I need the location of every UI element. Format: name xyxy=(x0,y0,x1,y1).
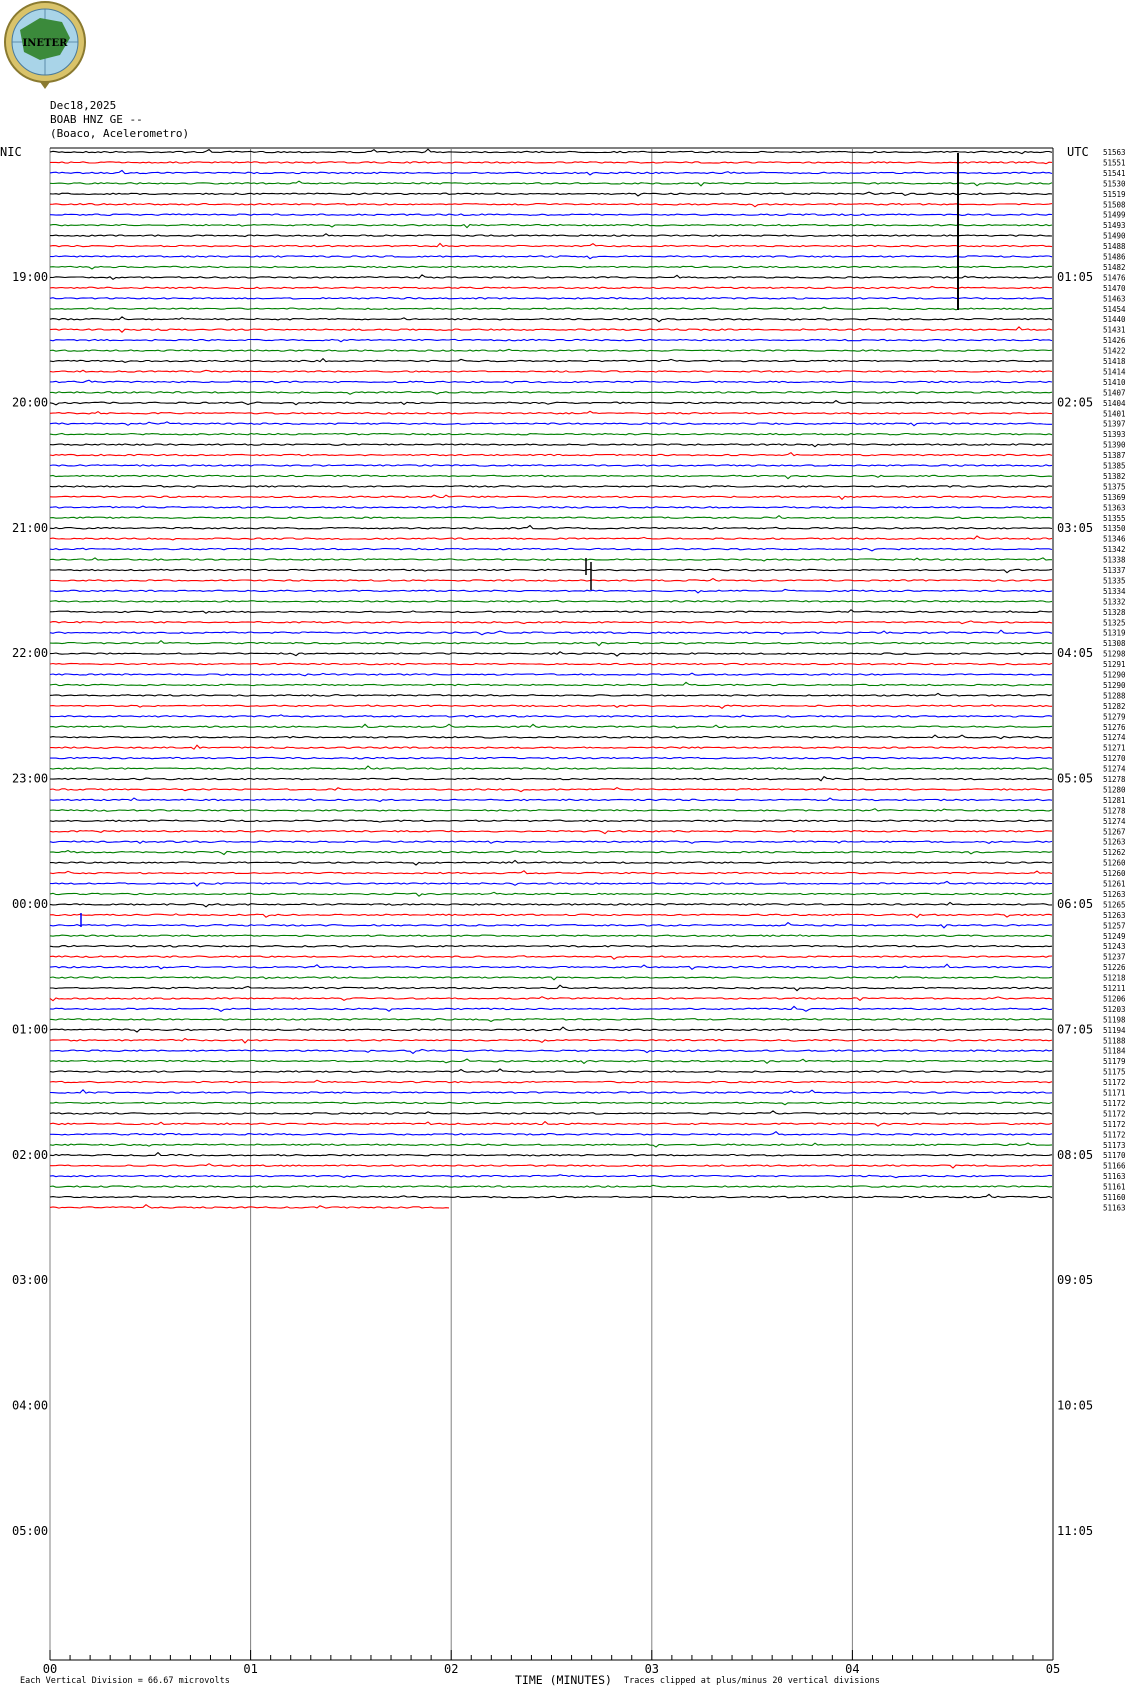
trace-value-label: 51541 xyxy=(1103,168,1126,178)
trace-value-label: 51172 xyxy=(1103,1119,1126,1129)
trace-value-label: 51291 xyxy=(1103,660,1126,669)
trace-group xyxy=(50,149,1052,1208)
seismic-trace xyxy=(50,392,1052,395)
seismic-trace xyxy=(50,370,1052,372)
trace-value-label: 51382 xyxy=(1103,471,1126,481)
seismic-trace xyxy=(50,735,1052,739)
seismic-trace xyxy=(50,558,1052,561)
seismic-trace xyxy=(50,486,1052,488)
trace-value-label: 51260 xyxy=(1103,858,1126,868)
trace-value-label: 51401 xyxy=(1103,409,1126,419)
left-hour-label: 02:00 xyxy=(12,1147,49,1162)
trace-value-label: 51369 xyxy=(1103,492,1126,502)
trace-value-label: 51519 xyxy=(1103,189,1126,199)
trace-value-label: 51308 xyxy=(1103,639,1126,649)
trace-value-label: 51274 xyxy=(1103,764,1126,774)
seismic-trace xyxy=(50,1050,1052,1054)
trace-value-label: 51260 xyxy=(1103,869,1126,878)
seismic-trace xyxy=(50,506,1052,508)
trace-value-label: 51346 xyxy=(1103,534,1126,544)
trace-value-label: 51278 xyxy=(1103,775,1126,784)
trace-value-label: 51265 xyxy=(1103,900,1126,910)
seismic-trace xyxy=(50,1111,1052,1114)
seismic-trace xyxy=(50,349,1052,351)
seismic-trace xyxy=(50,956,1052,960)
trace-value-label: 51160 xyxy=(1103,1193,1126,1202)
trace-value-label: 51281 xyxy=(1103,795,1126,805)
seismic-trace xyxy=(50,985,1052,990)
seismic-trace xyxy=(50,266,1052,269)
trace-value-label: 51551 xyxy=(1103,158,1126,168)
seismic-trace xyxy=(50,380,1052,383)
seismic-trace xyxy=(50,192,1052,196)
trace-value-label: 51218 xyxy=(1103,973,1126,983)
trace-value-label: 51397 xyxy=(1103,419,1126,429)
trace-value-label: 51170 xyxy=(1103,1151,1126,1161)
left-hour-label: 04:00 xyxy=(12,1398,49,1413)
left-hour-label: 05:00 xyxy=(12,1524,49,1538)
trace-value-label: 51470 xyxy=(1103,283,1126,293)
logo-text: INETER xyxy=(22,38,68,49)
seismic-trace xyxy=(50,1027,1052,1032)
seismic-trace xyxy=(50,204,1052,207)
seismic-trace xyxy=(50,693,1052,696)
right-hour-label: 04:05 xyxy=(1057,646,1094,661)
seismic-trace xyxy=(50,536,1052,540)
trace-value-label: 51206 xyxy=(1103,994,1126,1004)
trace-value-label: 51278 xyxy=(1103,806,1126,816)
trace-value-label: 51418 xyxy=(1103,357,1126,366)
seismic-trace xyxy=(50,444,1052,447)
seismic-trace xyxy=(50,871,1052,874)
trace-value-label: 51476 xyxy=(1103,273,1126,283)
seismic-trace xyxy=(50,526,1052,529)
scale-note: Each Vertical Division = 66.67 microvolts xyxy=(20,1676,230,1686)
seismic-trace xyxy=(50,516,1052,519)
x-tick-label: 00 xyxy=(42,1662,58,1676)
seismic-trace xyxy=(50,1122,1052,1127)
trace-value-label: 51270 xyxy=(1103,754,1126,764)
trace-value-label: 51334 xyxy=(1103,586,1126,596)
left-hour-label: 00:00 xyxy=(12,897,49,911)
seismic-trace xyxy=(50,411,1052,414)
seismic-trace xyxy=(50,1090,1052,1094)
right-hour-label: 07:05 xyxy=(1057,1022,1094,1037)
x-tick-label: 04 xyxy=(845,1662,860,1676)
right-hour-label: 10:05 xyxy=(1057,1398,1094,1413)
trace-value-label: 51282 xyxy=(1103,701,1126,711)
seismic-trace xyxy=(50,724,1052,728)
seismic-trace xyxy=(50,777,1052,781)
axis-labels xyxy=(0,145,1126,1687)
clip-note: Traces clipped at plus/minus 20 vertical divisions xyxy=(624,1676,880,1686)
seismic-trace xyxy=(50,327,1052,332)
seismic-trace xyxy=(50,1185,1052,1187)
trace-value-label: 51463 xyxy=(1103,294,1126,304)
trace-value-label: 51335 xyxy=(1103,576,1126,586)
seismic-trace xyxy=(50,287,1052,289)
seismic-trace xyxy=(50,757,1052,758)
seismic-trace xyxy=(50,181,1052,186)
seismic-trace xyxy=(50,1194,1052,1198)
seismic-trace xyxy=(50,923,1052,928)
right-timezone-label: UTC xyxy=(1067,145,1089,159)
x-axis-title: TIME (MINUTES) xyxy=(515,1673,612,1687)
station-location: (Boaco, Acelerometro) xyxy=(50,127,190,140)
trace-value-label: 51161 xyxy=(1103,1182,1126,1192)
x-tick-label: 05 xyxy=(1045,1662,1061,1676)
trace-value-label: 51298 xyxy=(1103,649,1126,659)
trace-value-label: 51563 xyxy=(1103,148,1126,157)
seismic-trace xyxy=(50,298,1052,299)
trace-value-label: 51319 xyxy=(1103,628,1126,638)
seismic-trace xyxy=(50,475,1052,478)
trace-value-label: 51171 xyxy=(1103,1088,1126,1098)
seismic-trace xyxy=(50,1153,1052,1156)
seismic-trace xyxy=(50,946,1052,947)
seismic-trace xyxy=(50,1006,1052,1011)
trace-value-label: 51390 xyxy=(1103,440,1126,450)
seismic-trace xyxy=(50,1143,1052,1147)
seismic-trace xyxy=(50,434,1052,435)
trace-value-label: 51274 xyxy=(1103,816,1126,826)
trace-value-label: 51387 xyxy=(1103,451,1126,460)
left-hour-label: 03:00 xyxy=(12,1273,49,1288)
trace-value-label: 51276 xyxy=(1103,722,1126,732)
trace-value-label: 51263 xyxy=(1103,837,1126,847)
left-hour-label: 21:00 xyxy=(12,520,49,535)
left-hour-label: 01:00 xyxy=(12,1022,49,1037)
trace-value-label: 51211 xyxy=(1103,984,1126,993)
seismic-trace xyxy=(50,234,1052,237)
trace-value-label: 51163 xyxy=(1103,1203,1126,1213)
right-hour-label: 06:05 xyxy=(1057,897,1094,911)
trace-value-label: 51375 xyxy=(1103,482,1126,492)
seismic-trace xyxy=(50,1019,1052,1022)
trace-value-label: 51163 xyxy=(1103,1172,1126,1182)
trace-value-label: 51328 xyxy=(1103,607,1126,617)
seismic-trace xyxy=(50,621,1052,624)
trace-value-label: 51490 xyxy=(1103,231,1126,241)
seismic-trace xyxy=(50,914,1052,918)
seismic-trace xyxy=(50,1175,1052,1178)
trace-value-label: 51184 xyxy=(1103,1046,1126,1056)
seismic-trace xyxy=(50,1069,1052,1072)
seismic-trace xyxy=(50,1102,1052,1104)
trace-value-label: 51263 xyxy=(1103,910,1126,920)
trace-value-label: 51325 xyxy=(1103,618,1126,628)
seismic-trace xyxy=(50,663,1052,664)
trace-value-label: 51267 xyxy=(1103,827,1126,837)
trace-value-label: 51288 xyxy=(1103,691,1126,701)
trace-value-label: 51393 xyxy=(1103,430,1126,440)
trace-value-label: 51243 xyxy=(1103,942,1126,952)
trace-value-label: 51337 xyxy=(1103,566,1126,575)
seismic-trace xyxy=(50,610,1052,613)
trace-value-label: 51414 xyxy=(1103,367,1126,377)
x-tick-label: 01 xyxy=(243,1662,258,1676)
trace-value-label: 51407 xyxy=(1103,388,1126,398)
seismic-trace xyxy=(50,162,1052,164)
trace-value-label: 51237 xyxy=(1103,952,1126,962)
seismic-trace xyxy=(50,307,1052,310)
trace-value-label: 51179 xyxy=(1103,1057,1126,1067)
seismic-trace xyxy=(50,317,1052,322)
seismic-trace xyxy=(50,1132,1052,1135)
trace-value-label: 51338 xyxy=(1103,555,1126,565)
left-hour-label: 22:00 xyxy=(12,646,49,661)
chart-date: Dec18,2025 xyxy=(50,99,117,112)
seismic-trace xyxy=(50,149,1052,153)
seismic-trace xyxy=(50,600,1052,602)
seismic-trace xyxy=(50,569,1052,572)
trace-value-label: 51262 xyxy=(1103,848,1126,858)
station-code: BOAB HNZ GE -- xyxy=(50,113,143,126)
seismic-trace xyxy=(50,673,1052,676)
seismic-trace xyxy=(50,652,1052,656)
trace-value-label: 51530 xyxy=(1103,179,1126,189)
trace-value-label: 51440 xyxy=(1103,315,1126,325)
trace-value-label: 51198 xyxy=(1103,1015,1126,1025)
seismic-trace xyxy=(50,256,1052,259)
trace-value-label: 51332 xyxy=(1103,597,1126,607)
trace-value-label: 51363 xyxy=(1103,503,1126,513)
seismic-trace xyxy=(50,766,1052,770)
trace-value-label: 51290 xyxy=(1103,680,1126,690)
trace-value-label: 51249 xyxy=(1103,931,1126,941)
trace-value-label: 51508 xyxy=(1103,200,1126,210)
seismic-trace xyxy=(50,225,1052,228)
trace-value-label: 51426 xyxy=(1103,336,1126,346)
seismic-trace xyxy=(50,243,1052,246)
trace-value-label: 51257 xyxy=(1103,921,1126,931)
right-hour-label: 01:05 xyxy=(1057,270,1094,284)
trace-value-label: 51188 xyxy=(1103,1036,1126,1046)
left-hour-label: 20:00 xyxy=(12,395,49,410)
seismic-trace xyxy=(50,892,1052,896)
seismic-trace xyxy=(50,881,1052,886)
seismic-trace xyxy=(50,1039,1052,1043)
seismic-trace xyxy=(50,495,1052,499)
trace-value-label: 51422 xyxy=(1103,346,1126,356)
trace-value-label: 51486 xyxy=(1103,252,1126,262)
trace-value-label: 51203 xyxy=(1103,1004,1126,1014)
trace-value-label: 51173 xyxy=(1103,1140,1126,1150)
seismic-trace xyxy=(50,171,1052,175)
seismic-trace xyxy=(50,1164,1052,1168)
trace-value-label: 51404 xyxy=(1103,398,1126,408)
trace-value-label: 51279 xyxy=(1103,712,1126,722)
seismic-trace xyxy=(50,401,1052,405)
trace-value-label: 51499 xyxy=(1103,210,1126,220)
seismic-trace xyxy=(50,964,1052,969)
x-tick-label: 03 xyxy=(644,1662,660,1676)
right-hour-label: 11:05 xyxy=(1057,1524,1094,1538)
trace-value-label: 51342 xyxy=(1103,545,1126,555)
seismic-trace xyxy=(50,339,1052,341)
trace-value-label: 51431 xyxy=(1103,325,1126,335)
seismic-trace xyxy=(50,630,1052,635)
trace-value-label: 51355 xyxy=(1103,513,1126,523)
trace-value-label: 51194 xyxy=(1103,1025,1126,1035)
trace-value-label: 51488 xyxy=(1103,242,1126,252)
seismic-trace xyxy=(50,453,1052,456)
right-hour-label: 03:05 xyxy=(1057,520,1094,535)
trace-value-label: 51261 xyxy=(1103,879,1126,889)
seismic-trace xyxy=(50,1080,1052,1083)
trace-value-label: 51454 xyxy=(1103,304,1126,314)
trace-value-label: 51172 xyxy=(1103,1098,1126,1108)
trace-value-label: 51226 xyxy=(1103,963,1126,973)
left-hour-label: 19:00 xyxy=(12,270,49,284)
seismic-trace xyxy=(50,1059,1052,1063)
seismic-trace xyxy=(50,641,1052,646)
right-hour-label: 08:05 xyxy=(1057,1147,1094,1162)
seismic-trace xyxy=(50,861,1052,866)
left-hour-label: 23:00 xyxy=(12,771,49,786)
left-timezone-label: NIC xyxy=(0,145,22,159)
trace-value-label: 51166 xyxy=(1103,1161,1126,1171)
trace-value-label: 51172 xyxy=(1103,1078,1126,1087)
right-hour-label: 02:05 xyxy=(1057,395,1094,410)
seismic-trace xyxy=(50,820,1052,822)
trace-value-label: 51350 xyxy=(1103,524,1126,534)
seismic-trace xyxy=(50,831,1052,834)
seismic-trace xyxy=(50,579,1052,582)
trace-value-label: 51493 xyxy=(1103,221,1126,231)
seismic-trace xyxy=(50,745,1052,749)
seismic-trace xyxy=(50,1205,449,1208)
trace-value-label: 51385 xyxy=(1103,461,1126,471)
seismic-trace xyxy=(50,214,1052,215)
seismic-trace xyxy=(50,902,1052,906)
trace-value-label: 51263 xyxy=(1103,889,1126,899)
trace-value-label: 51172 xyxy=(1103,1109,1126,1119)
trace-value-label: 51175 xyxy=(1103,1067,1126,1077)
seismic-trace xyxy=(50,809,1052,812)
seismic-trace xyxy=(50,798,1052,802)
x-tick-label: 02 xyxy=(443,1662,459,1676)
trace-value-label: 51172 xyxy=(1103,1130,1126,1140)
seismic-trace xyxy=(50,788,1052,792)
trace-value-label: 51274 xyxy=(1103,733,1126,743)
trace-value-label: 51271 xyxy=(1103,743,1126,753)
seismic-trace xyxy=(50,997,1052,1001)
seismic-trace xyxy=(50,715,1052,717)
seismic-trace xyxy=(50,589,1052,593)
seismic-trace xyxy=(50,275,1052,280)
seismic-trace xyxy=(50,465,1052,466)
trace-value-label: 51410 xyxy=(1103,377,1126,387)
seismic-trace xyxy=(50,976,1052,979)
trace-value-label: 51280 xyxy=(1103,785,1126,795)
seismic-trace xyxy=(50,422,1052,426)
seismic-trace xyxy=(50,935,1052,937)
right-hour-label: 09:05 xyxy=(1057,1273,1094,1288)
seismic-trace xyxy=(50,682,1052,686)
seismic-trace xyxy=(50,705,1052,709)
seismic-trace xyxy=(50,359,1052,363)
seismic-trace xyxy=(50,841,1052,843)
right-hour-label: 05:05 xyxy=(1057,771,1094,786)
seismic-trace xyxy=(50,548,1052,551)
trace-value-label: 51482 xyxy=(1103,262,1126,272)
trace-value-label: 51290 xyxy=(1103,670,1126,680)
seismic-trace xyxy=(50,851,1052,855)
